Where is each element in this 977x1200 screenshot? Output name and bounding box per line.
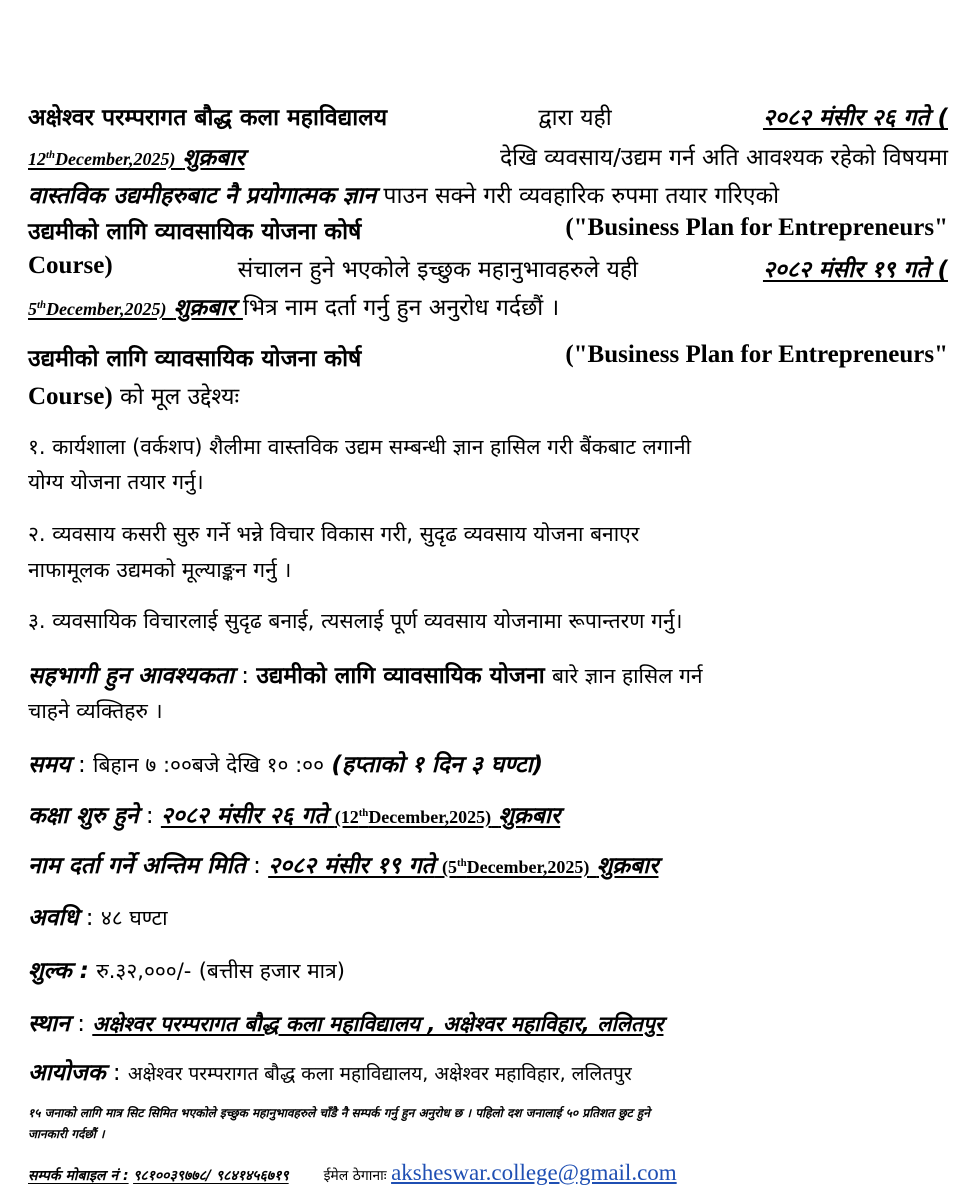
course-name-np: उद्यमीको लागि व्यावसायिक योजना कोर्ष	[28, 219, 362, 245]
start-date-en: 12thDecember,2025)	[28, 149, 176, 169]
organizer-value: अक्षेश्वर परम्परागत बौद्ध कला महाविद्यालय, अक्षेश्वर महाविहार, ललितपुर	[127, 1063, 632, 1085]
time-note: (हप्ताको १ दिन ३ घण्टा)	[331, 752, 544, 778]
objectives-heading-1	[28, 341, 948, 373]
registration-row: नाम दर्ता गर्ने अन्तिम मिति : २०८२ मंसीर १९ गते (5thDecember,2025) शुक्रबार	[28, 853, 659, 879]
deadline-en: 5thDecember,2025)	[28, 299, 167, 319]
intro-line-1	[28, 100, 948, 132]
start-date-np: २०८२ मंसीर २६ गते (	[762, 105, 948, 131]
organizer-label: आयोजक	[28, 1060, 106, 1086]
start-day: शुक्रबार	[182, 145, 245, 171]
objective-2a: २. व्यवसाय कसरी सुरु गर्ने भन्ने विचार विकास गरी, सुदृढ व्यवसाय योजना बनाएर	[28, 522, 640, 546]
mobile-value: ९८१००३९७७८/ ९८४१४५६७१९	[133, 1168, 289, 1184]
eligibility-line-1: सहभागी हुन आवश्यकता : उद्यमीको लागि व्यावसायिक योजना बारे ज्ञान हासिल गर्न	[28, 663, 703, 689]
intro-line-3	[28, 178, 779, 210]
registration-label: नाम दर्ता गर्ने अन्तिम मिति	[28, 853, 246, 879]
fee-label: शुल्क :	[28, 958, 89, 984]
objectives-heading-2	[28, 379, 239, 411]
deadline-np: २०८२ मंसीर १९ गते (	[762, 257, 948, 283]
eligibility-label: सहभागी हुन आवश्यकता	[28, 663, 234, 689]
venue-row: स्थान : अक्षेश्वर परम्परागत बौद्ध कला महाविद्यालय , अक्षेश्वर महाविहार, ललितपुर	[28, 1011, 664, 1037]
duration-row: अवधि : ४८ घण्टा	[28, 905, 168, 931]
email-label: ईमेल ठेगानाः	[323, 1168, 387, 1184]
duration-label: अवधि	[28, 905, 79, 931]
deadline-day: शुक्रबार	[173, 295, 236, 321]
intro-line-2	[28, 140, 948, 172]
objectives-course-word: Course)	[28, 383, 113, 410]
venue-label: स्थान	[28, 1011, 70, 1037]
objective-2b: नाफामूलक उद्यमको मूल्याङ्कन गर्नु ।	[28, 558, 292, 582]
contact-row	[28, 1160, 677, 1186]
class-start-en: (12thDecember,2025)	[334, 807, 492, 827]
organizer-row: आयोजक : अक्षेश्वर परम्परागत बौद्ध कला महाविद्यालय, अक्षेश्वर महाविहार, ललितपुर	[28, 1060, 632, 1086]
venue-value: अक्षेश्वर परम्परागत बौद्ध कला महाविद्यालय , अक्षेश्वर महाविहार, ललितपुर	[92, 1012, 664, 1036]
course-name-en: ("Business Plan for Entrepreneurs"	[565, 214, 948, 241]
fee-row	[28, 953, 345, 985]
notice-line-1: १५ जनाको लागि मात्र सिट सिमित भएकोले इच्छुक महानुभावहरुले चाँडै नै सम्पर्क गर्नु हुन अनुरोध छ । पहिलो दश जनालाई ५० प्रतिशत छुट हुने	[28, 1106, 650, 1120]
intro-line-5	[28, 252, 948, 284]
objective-1a: १. कार्यशाला (वर्कशप) शैलीमा वास्तविक उद्यम सम्बन्धी ज्ञान हासिल गरी बैंकबाट लगानी	[28, 435, 692, 459]
time-row: समय : बिहान ७ :००बजे देखि १० :०० (हप्ताको १ दिन ३ घण्टा)	[28, 752, 544, 778]
registration-en: (5thDecember,2025)	[441, 857, 590, 877]
eligibility-line-2: चाहने व्यक्तिहरु ।	[28, 699, 163, 723]
intro-by-here: द्वारा यही	[538, 105, 612, 131]
intro-line-3-rest: पाउन सक्ने गरी व्यवहारिक रुपमा तयार गरिएको	[383, 183, 780, 209]
fee-value: रु.३२,०००/-	[96, 959, 192, 983]
eligibility-bold: उद्यमीको लागि व्यावसायिक योजना	[256, 663, 545, 689]
intro-line-5-rest: संचालन हुने भएकोले इच्छुक महानुभावहरुले यही	[237, 257, 638, 283]
objectives-course-np: उद्यमीको लागि व्यावसायिक योजना कोर्ष	[28, 346, 362, 372]
intro-line-2-rest: देखि व्यवसाय/उद्यम गर्न अति आवश्यक रहेको विषयमा	[499, 145, 948, 171]
class-start-day: शुक्रबार	[498, 803, 561, 829]
notice-line-2: जानकारी गर्दछौं ।	[28, 1127, 105, 1141]
objective-1b: योग्य योजना तयार गर्नु।	[28, 470, 204, 494]
time-label: समय	[28, 752, 71, 778]
duration-value: ४८ घण्टा	[100, 906, 168, 930]
objective-3: ३. व्यवसायिक विचारलाई सुदृढ बनाई, त्यसलाई पूर्ण व्यवसाय योजनामा रूपान्तरण गर्नु।	[28, 609, 683, 633]
intro-line-6-rest: भित्र नाम दर्ता गर्नु हुन अनुरोध गर्दछौं ।	[242, 295, 560, 321]
objectives-heading-tail: को मूल उद्देश्यः	[120, 384, 240, 410]
college-name: अक्षेश्वर परम्परागत बौद्ध कला महाविद्यालय	[28, 105, 388, 131]
class-start-row: कक्षा शुरु हुने : २०८२ मंसीर २६ गते (12thDecember,2025) शुक्रबार	[28, 803, 561, 829]
class-start-label: कक्षा शुरु हुने	[28, 803, 139, 829]
eligibility-rest: बारे ज्ञान हासिल गर्न	[552, 664, 703, 688]
objectives-course-en: ("Business Plan for Entrepreneurs"	[565, 341, 948, 368]
class-start-np: २०८२ मंसीर २६ गते	[160, 803, 328, 829]
time-value: बिहान ७ :००बजे देखि १० :००	[93, 753, 325, 777]
intro-line-6	[28, 290, 559, 322]
course-word: Course)	[28, 252, 113, 279]
email-link[interactable]: aksheswar.college@gmail.com	[391, 1160, 677, 1185]
real-knowledge: वास्तविक उद्यमीहरुबाट नै प्रयोगात्मक ज्ञान	[28, 183, 377, 209]
fee-words: (बत्तीस हजार मात्र)	[198, 959, 345, 983]
mobile-label: सम्पर्क मोबाइल नं :	[28, 1168, 129, 1184]
intro-line-4	[28, 214, 948, 246]
registration-np: २०८२ मंसीर १९ गते	[268, 853, 435, 879]
registration-day: शुक्रबार	[596, 853, 659, 879]
